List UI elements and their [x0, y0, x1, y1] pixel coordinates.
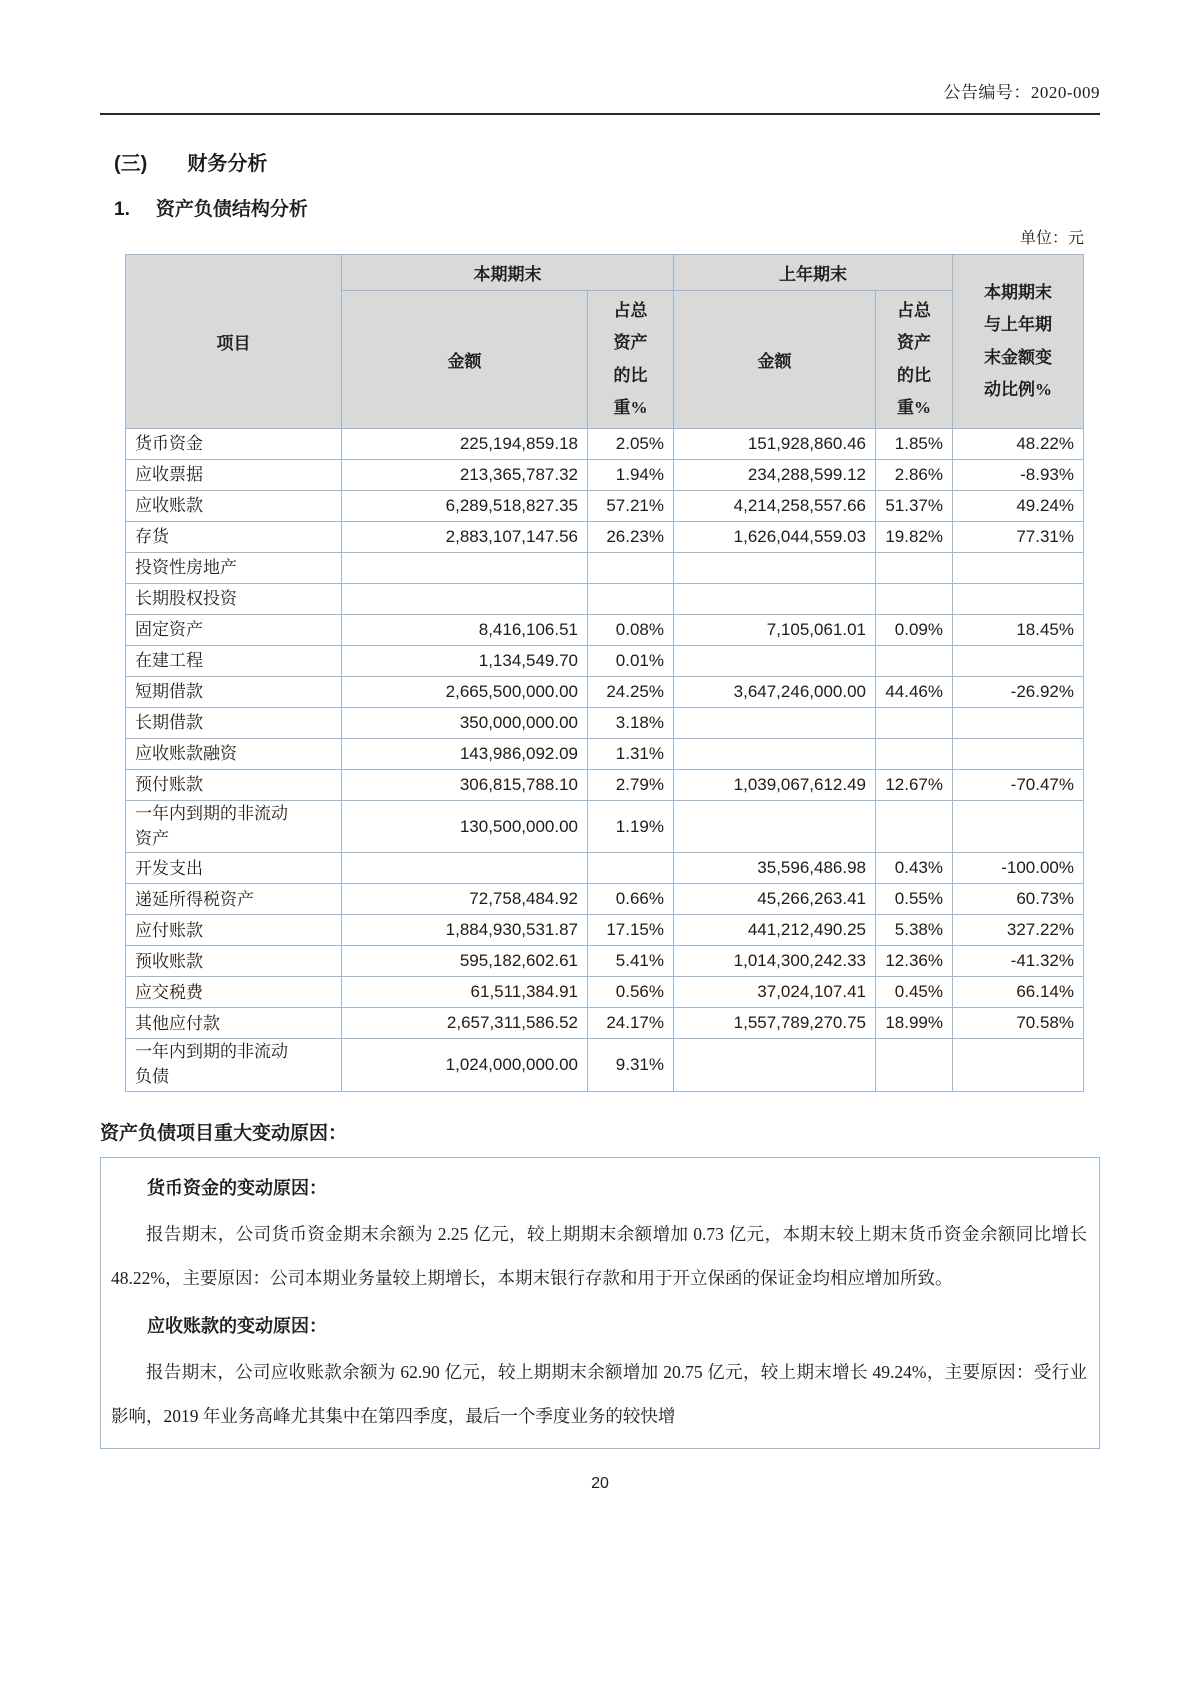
reasons-heading: 资产负债项目重大变动原因： [100, 1122, 348, 1144]
cell-change: -70.47% [953, 770, 1084, 801]
table-header [126, 255, 1084, 429]
table-header-row-groups [126, 255, 1084, 291]
cell-current-amount: 143,986,092.09 [342, 739, 588, 770]
cell-change: -41.32% [953, 946, 1084, 977]
cell-change: 48.22% [953, 429, 1084, 460]
table-row [126, 853, 1084, 884]
cell-prior-pct [876, 1039, 953, 1091]
cell-prior-amount [674, 708, 876, 739]
cell-current-amount: 350,000,000.00 [342, 708, 588, 739]
reasons-box [100, 1157, 1100, 1449]
item-label: 应交税费 [135, 982, 203, 1002]
cell-prior-pct: 51.37% [876, 491, 953, 522]
cell-change: 70.58% [953, 1008, 1084, 1039]
cell-item [126, 708, 342, 739]
cell-change: 77.31% [953, 522, 1084, 553]
cell-current-amount: 1,884,930,531.87 [342, 915, 588, 946]
cell-item [126, 615, 342, 646]
cell-prior-amount: 1,014,300,242.33 [674, 946, 876, 977]
cell-prior-amount [674, 801, 876, 853]
cell-prior-pct: 18.99% [876, 1008, 953, 1039]
table-row [126, 522, 1084, 553]
cell-item [126, 739, 342, 770]
page-number: 20 [591, 1474, 609, 1492]
table-row [126, 915, 1084, 946]
cell-prior-amount: 234,288,599.12 [674, 460, 876, 491]
table-row [126, 1039, 1084, 1091]
cell-current-pct [588, 553, 674, 584]
header-prior-period: 上年期末 [674, 255, 953, 291]
cell-prior-pct [876, 553, 953, 584]
cell-item [126, 553, 342, 584]
header-change-ratio-label: 本期期末与上年期末金额变动比例% [984, 283, 1052, 399]
reason-section-body: 报告期末，公司应收账款余额为 62.90 亿元，较上期期末余额增加 20.75 亿元，较上期末增长 49.24%，主要原因：受行业影响，2019 年业务高峰尤其集中在第四季度，最后一个季度业务的较快增 [111, 1361, 1087, 1426]
header-prior-pct-label: 占总资产的比重% [897, 301, 931, 417]
section-heading [114, 147, 1100, 176]
table-row [126, 946, 1084, 977]
cell-prior-amount: 441,212,490.25 [674, 915, 876, 946]
subsection-number: 1. [114, 199, 130, 220]
cell-current-pct: 1.19% [588, 801, 674, 853]
item-label: 固定资产 [135, 620, 203, 640]
cell-change: -8.93% [953, 460, 1084, 491]
cell-current-amount [342, 584, 588, 615]
cell-current-pct: 57.21% [588, 491, 674, 522]
section-title: 财务分析 [187, 153, 268, 175]
item-label: 应收票据 [135, 465, 203, 485]
cell-current-amount: 1,024,000,000.00 [342, 1039, 588, 1091]
table-row [126, 646, 1084, 677]
table-row [126, 884, 1084, 915]
cell-current-amount: 2,657,311,586.52 [342, 1008, 588, 1039]
unit-label: 单位：元 [1019, 230, 1084, 247]
cell-item [126, 460, 342, 491]
cell-prior-pct: 0.55% [876, 884, 953, 915]
item-label: 应付账款 [135, 920, 203, 940]
item-label: 在建工程 [135, 651, 203, 671]
cell-change: 66.14% [953, 977, 1084, 1008]
cell-item [126, 884, 342, 915]
cell-prior-pct: 12.36% [876, 946, 953, 977]
header-prior-amount: 金额 [674, 291, 876, 429]
cell-change: 49.24% [953, 491, 1084, 522]
table-row [126, 615, 1084, 646]
cell-item [126, 770, 342, 801]
header-current-period: 本期期末 [342, 255, 674, 291]
cell-current-pct: 24.17% [588, 1008, 674, 1039]
cell-current-amount: 130,500,000.00 [342, 801, 588, 853]
cell-current-amount: 8,416,106.51 [342, 615, 588, 646]
cell-item [126, 915, 342, 946]
header-current-pct-label: 占总资产的比重% [613, 301, 648, 417]
reason-section-body: 报告期末，公司货币资金期末余额为 2.25 亿元，较上期期末余额增加 0.73 亿元，本期末较上期末货币资金余额同比增长 48.22%，主要原因：公司本期业务量较上期增长，本期末银行存款和用于开立保函的保证金均相应增加所致。 [111, 1223, 1087, 1288]
cell-item [126, 646, 342, 677]
cell-current-pct: 2.05% [588, 429, 674, 460]
cell-item [126, 491, 342, 522]
cell-prior-amount: 35,596,486.98 [674, 853, 876, 884]
cell-change: 18.45% [953, 615, 1084, 646]
cell-prior-amount: 1,557,789,270.75 [674, 1008, 876, 1039]
cell-current-amount [342, 853, 588, 884]
cell-prior-amount [674, 739, 876, 770]
cell-change: 60.73% [953, 884, 1084, 915]
cell-current-pct: 1.31% [588, 739, 674, 770]
item-label: 存货 [135, 527, 169, 547]
cell-prior-amount: 45,266,263.41 [674, 884, 876, 915]
cell-item [126, 677, 342, 708]
cell-item [126, 1039, 342, 1091]
cell-current-pct: 17.15% [588, 915, 674, 946]
cell-change [953, 739, 1084, 770]
table-row [126, 491, 1084, 522]
cell-change [953, 708, 1084, 739]
cell-current-amount: 595,182,602.61 [342, 946, 588, 977]
header-rule [100, 113, 1100, 115]
cell-current-pct [588, 853, 674, 884]
cell-current-pct [588, 584, 674, 615]
header-current-pct [588, 291, 674, 429]
table-row [126, 708, 1084, 739]
reason-section-title: 货币资金的变动原因： [147, 1177, 327, 1198]
cell-prior-amount [674, 1039, 876, 1091]
cell-item [126, 946, 342, 977]
cell-prior-amount: 3,647,246,000.00 [674, 677, 876, 708]
table-row [126, 677, 1084, 708]
cell-prior-amount: 1,626,044,559.03 [674, 522, 876, 553]
cell-current-pct: 0.01% [588, 646, 674, 677]
cell-prior-pct [876, 801, 953, 853]
table-row [126, 801, 1084, 853]
item-label: 其他应付款 [135, 1013, 220, 1033]
table-row [126, 460, 1084, 491]
item-label: 长期股权投资 [135, 589, 237, 609]
cell-change [953, 584, 1084, 615]
item-label: 预收账款 [135, 951, 203, 971]
cell-change [953, 801, 1084, 853]
cell-prior-pct: 0.45% [876, 977, 953, 1008]
reason-section-title: 应收账款的变动原因： [147, 1315, 327, 1336]
cell-current-amount [342, 553, 588, 584]
balance-sheet-table [125, 254, 1084, 1092]
cell-current-pct: 1.94% [588, 460, 674, 491]
cell-current-amount: 2,883,107,147.56 [342, 522, 588, 553]
cell-prior-pct: 2.86% [876, 460, 953, 491]
cell-current-amount: 225,194,859.18 [342, 429, 588, 460]
cell-current-pct: 3.18% [588, 708, 674, 739]
cell-current-amount: 306,815,788.10 [342, 770, 588, 801]
item-label: 长期借款 [135, 713, 203, 733]
cell-prior-pct: 0.09% [876, 615, 953, 646]
cell-current-amount: 6,289,518,827.35 [342, 491, 588, 522]
cell-prior-pct: 1.85% [876, 429, 953, 460]
item-label: 预付账款 [135, 775, 203, 795]
cell-change: -100.00% [953, 853, 1084, 884]
doc-number: 公告编号：2020-009 [943, 83, 1100, 102]
cell-prior-amount: 1,039,067,612.49 [674, 770, 876, 801]
table-row [126, 1008, 1084, 1039]
cell-item [126, 1008, 342, 1039]
cell-prior-amount: 37,024,107.41 [674, 977, 876, 1008]
header-change-ratio [953, 255, 1084, 429]
cell-prior-amount [674, 553, 876, 584]
cell-current-pct: 26.23% [588, 522, 674, 553]
cell-current-pct: 24.25% [588, 677, 674, 708]
cell-prior-pct [876, 584, 953, 615]
cell-item [126, 429, 342, 460]
section-number: (三) [114, 153, 148, 175]
cell-prior-amount: 151,928,860.46 [674, 429, 876, 460]
cell-current-pct: 9.31% [588, 1039, 674, 1091]
cell-prior-pct: 44.46% [876, 677, 953, 708]
cell-current-pct: 0.66% [588, 884, 674, 915]
cell-current-amount: 213,365,787.32 [342, 460, 588, 491]
cell-current-pct: 2.79% [588, 770, 674, 801]
table-row [126, 429, 1084, 460]
cell-prior-pct [876, 708, 953, 739]
table-row [126, 739, 1084, 770]
cell-current-amount: 72,758,484.92 [342, 884, 588, 915]
subsection-title: 资产负债结构分析 [155, 199, 308, 220]
cell-current-pct: 0.08% [588, 615, 674, 646]
cell-change [953, 553, 1084, 584]
item-label: 开发支出 [135, 858, 203, 878]
table-row [126, 770, 1084, 801]
cell-current-pct: 0.56% [588, 977, 674, 1008]
table-row [126, 584, 1084, 615]
cell-prior-amount [674, 646, 876, 677]
cell-prior-amount: 7,105,061.01 [674, 615, 876, 646]
cell-current-amount: 1,134,549.70 [342, 646, 588, 677]
item-label: 一年内到期的非流动负债 [135, 1042, 288, 1087]
cell-prior-pct: 0.43% [876, 853, 953, 884]
cell-item [126, 977, 342, 1008]
cell-item [126, 584, 342, 615]
cell-prior-amount [674, 584, 876, 615]
header-current-amount: 金额 [342, 291, 588, 429]
item-label: 投资性房地产 [135, 558, 237, 578]
cell-item [126, 853, 342, 884]
table-row [126, 977, 1084, 1008]
cell-change [953, 646, 1084, 677]
header-item: 项目 [126, 255, 342, 429]
item-label: 递延所得税资产 [135, 889, 254, 909]
cell-current-pct: 5.41% [588, 946, 674, 977]
item-label: 一年内到期的非流动资产 [135, 804, 288, 848]
cell-prior-pct: 12.67% [876, 770, 953, 801]
cell-prior-pct: 5.38% [876, 915, 953, 946]
item-label: 应收账款 [135, 496, 203, 516]
cell-item [126, 522, 342, 553]
cell-prior-amount: 4,214,258,557.66 [674, 491, 876, 522]
cell-change [953, 1039, 1084, 1091]
cell-current-amount: 61,511,384.91 [342, 977, 588, 1008]
subsection-heading [114, 194, 1100, 221]
table-body [126, 429, 1084, 1092]
cell-change: 327.22% [953, 915, 1084, 946]
cell-change: -26.92% [953, 677, 1084, 708]
cell-current-amount: 2,665,500,000.00 [342, 677, 588, 708]
header-prior-pct [876, 291, 953, 429]
cell-prior-pct: 19.82% [876, 522, 953, 553]
item-label: 短期借款 [135, 682, 203, 702]
cell-item [126, 801, 342, 853]
cell-prior-pct [876, 646, 953, 677]
item-label: 应收账款融资 [135, 744, 237, 764]
item-label: 货币资金 [135, 434, 203, 454]
table-row [126, 553, 1084, 584]
cell-prior-pct [876, 739, 953, 770]
